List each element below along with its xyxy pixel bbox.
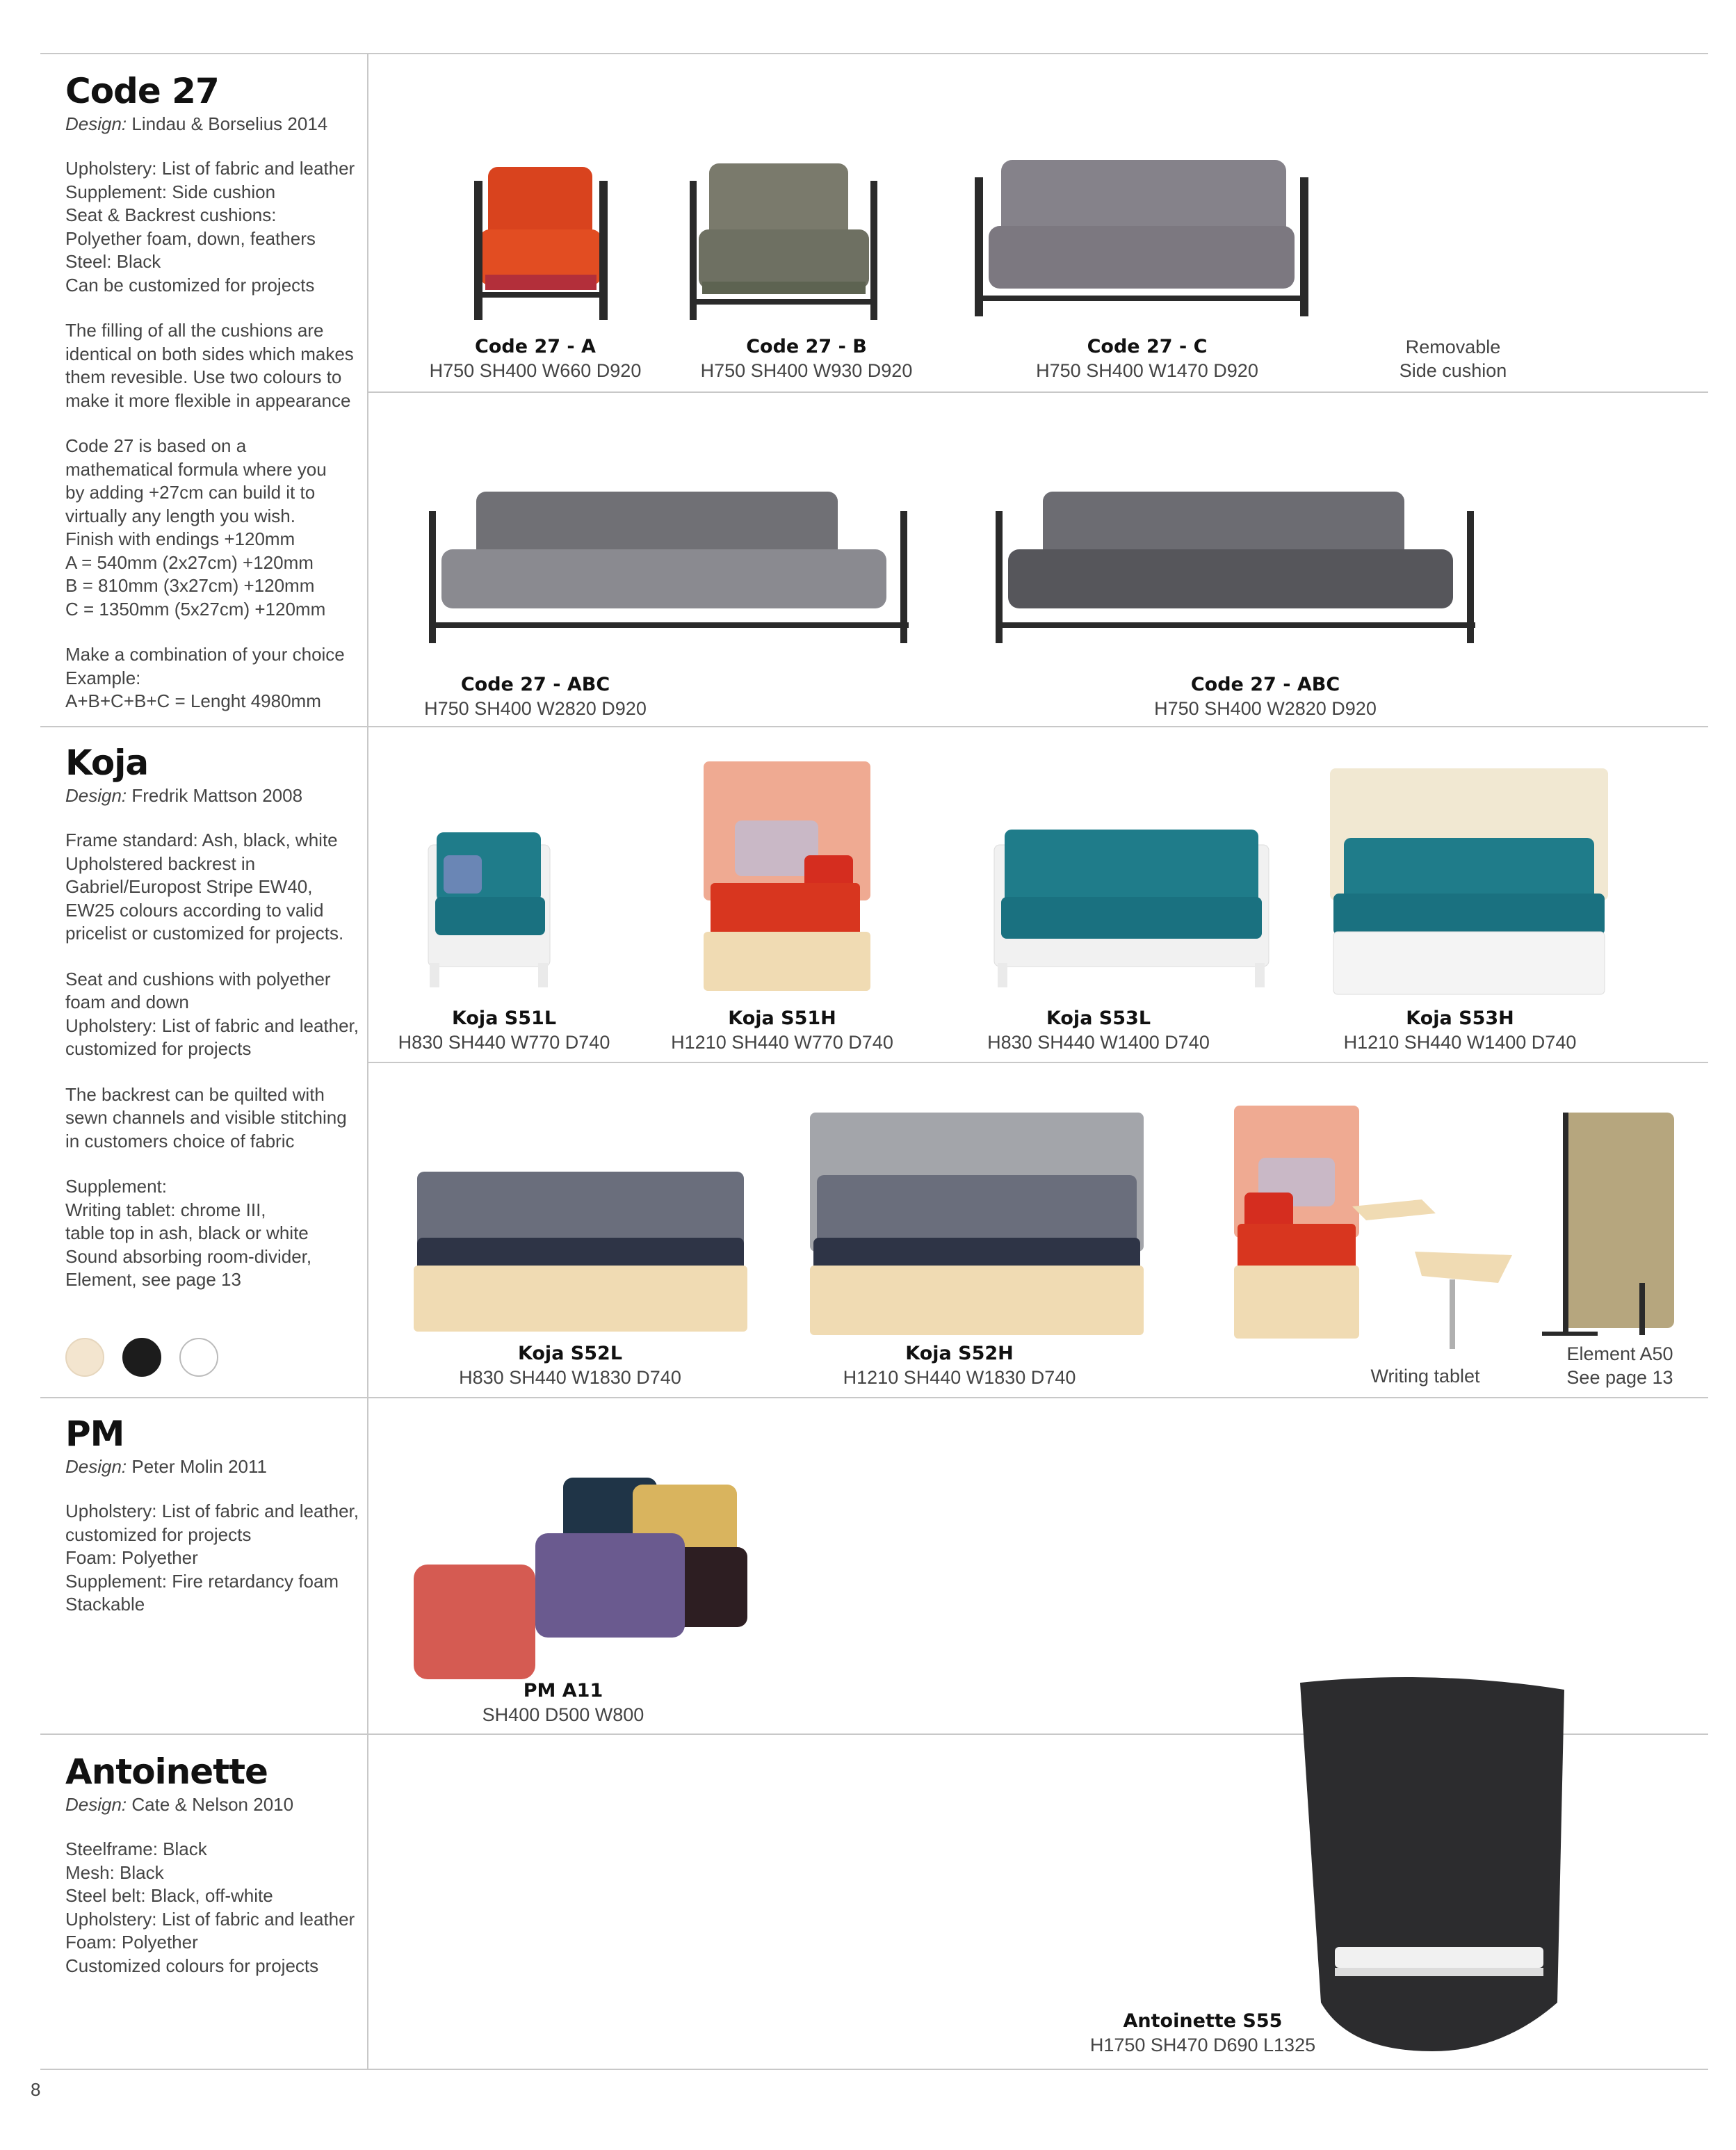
koja-s51h-image [697,758,877,994]
spec-paragraph: Seat and cushions with polyether foam and down Upholstery: List of fabric and leather, customized for projects [65,968,359,1059]
koja-s52l-image [410,1168,751,1335]
spec-paragraph: The backrest can be quilted with sewn channels and visible stitching in customers choice of fabric [65,1083,347,1151]
caption-koja-s53h: Koja S53H H1210 SH440 W1400 D740 [1343,1008,1577,1053]
code27-a-chair-image [473,153,612,327]
antoinette-info [65,1753,371,1978]
koja-info [65,744,371,1292]
product-title: Code 27 [65,71,219,111]
caption-koja-s51h: Koja S51H H1210 SH440 W770 D740 [671,1008,893,1053]
koja-s53l-image [991,824,1272,991]
swatch-ash [65,1338,104,1377]
product-title: PM [65,1414,124,1454]
swatch-white [179,1338,218,1377]
element-a50-divider-image [1542,1109,1681,1339]
product-title: Antoinette [65,1752,268,1792]
antoinette-s55-chair-image [1293,1676,1571,2051]
code27-abc-sofa-image [421,483,921,650]
divider-koja-rows [368,1062,1708,1063]
designer-credit: Design: Peter Molin 2011 [65,1456,268,1477]
caption-koja-s51l: Koja S51L H830 SH440 W770 D740 [398,1008,610,1053]
divider-bottom [40,2069,1708,2070]
caption-koja-s53l: Koja S53L H830 SH440 W1400 D740 [987,1008,1210,1053]
caption-code27-c: Code 27 - C H750 SH400 W1470 D920 [1036,336,1258,381]
caption-element-a50: Element A50 See page 13 [1566,1343,1673,1388]
caption-code27-abc: Code 27 - ABC H750 SH400 W2820 D920 [1154,674,1377,719]
pm-a11-stacked-poufs-image [407,1471,754,1693]
code27-c-sofa-image [973,149,1314,323]
spec-paragraph: Supplement: Writing tablet: chrome III, table top in ash, black or white Sound absorbing room-divider, Element, see page 13 [65,1176,312,1290]
frame-color-swatches [65,1338,218,1377]
spec-paragraph: Steelframe: Black Mesh: Black Steel belt: Black, off-white Upholstery: List of fabric and leather Foam: Polyether Customized colours for projects [65,1838,355,1976]
caption-koja-s52l: Koja S52L H830 SH440 W1830 D740 [459,1343,681,1388]
spec-paragraph: Upholstery: List of fabric and leather, customized for projects Foam: Polyether Supplement: Fire retardancy foam Stackable [65,1501,359,1615]
caption-code27-abc: Code 27 - ABC H750 SH400 W2820 D920 [424,674,647,719]
koja-s52h-image [806,1109,1147,1339]
caption-code27-b: Code 27 - B H750 SH400 W930 D920 [700,336,913,381]
spec-paragraph: Frame standard: Ash, black, white Upholstered backrest in Gabriel/Europost Stripe EW40, EW25 colours according to valid pricelist or customized for projects. [65,830,344,944]
code27-b-chair-image [688,153,883,327]
divider-code27-koja [40,726,1708,727]
designer-credit: Design: Lindau & Borselius 2014 [65,113,328,134]
divider-koja-pm [40,1397,1708,1398]
caption-koja-s52h: Koja S52H H1210 SH440 W1830 D740 [843,1343,1076,1388]
writing-tablet-chair-image [1227,1102,1526,1352]
spec-paragraph: The filling of all the cushions are identical on both sides which makes them revesible. Use two colours to make it more flexible in appearance [65,320,354,411]
product-title: Koja [65,743,149,783]
designer-credit: Design: Fredrik Mattson 2008 [65,785,303,806]
designer-credit: Design: Cate & Nelson 2010 [65,1794,294,1815]
koja-s51l-image [423,824,555,991]
caption-side-cushion: Removable Side cushion [1399,337,1507,381]
koja-s53h-image [1327,765,1612,994]
page-number: 8 [31,2079,41,2100]
spec-paragraph: Make a combination of your choice Example: A+B+C+B+C = Lenght 4980mm [65,644,345,711]
divider-top [40,53,1708,54]
caption-writing-tablet: Writing tablet [1370,1366,1480,1387]
swatch-black [122,1338,161,1377]
caption-antoinette-s55: Antoinette S55 H1750 SH470 D690 L1325 [1089,2010,1316,2055]
spec-paragraph: Code 27 is based on a mathematical formula where you by adding +27cm can build it to virtually any length you wish. Finish with endings +120mm A = 540mm (2x27cm) +120mm B = 810mm (3x27cm) +120mm C = 1350mm (5x27cm) +120mm [65,435,327,620]
pm-info [65,1415,371,1617]
caption-pm-a11: PM A11 SH400 D500 W800 [482,1680,644,1725]
divider-code27-rows [368,391,1708,393]
caption-code27-a: Code 27 - A H750 SH400 W660 D920 [429,336,642,381]
spec-paragraph: Upholstery: List of fabric and leather Supplement: Side cushion Seat & Backrest cushions: Polyether foam, down, feathers Steel: Black Can be customized for projects [65,158,355,296]
code27-info [65,72,371,713]
code27-abc-sofa-image [987,483,1488,650]
